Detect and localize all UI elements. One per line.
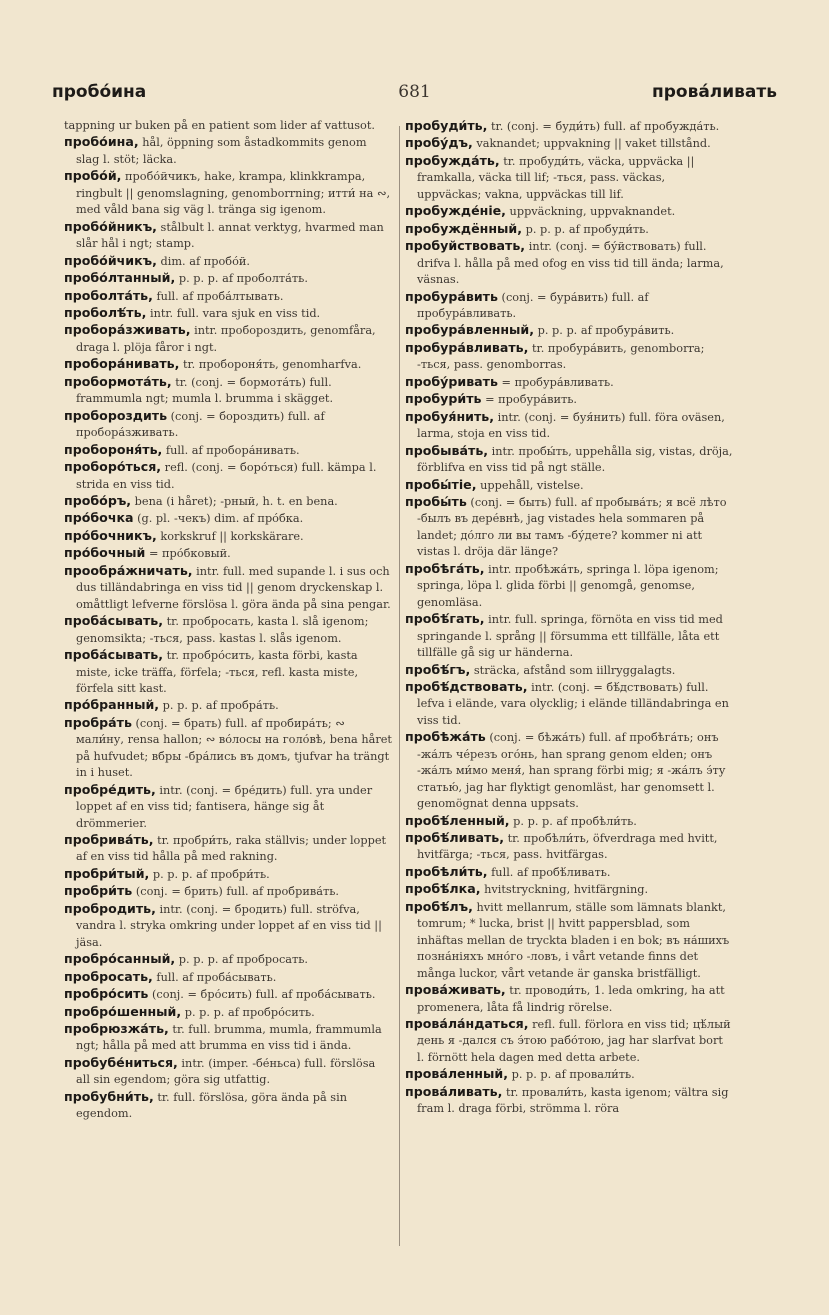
entry-definition: (conj. = бро́сить) full. af проба́сывать. (148, 988, 376, 1002)
entry-definition: hål, öppning som åstadkommits genom slag l. stöt; läcka. (76, 136, 367, 166)
dictionary-entry (64, 528, 392, 545)
dictionary-entry (405, 494, 733, 561)
entry-headword: пробура́вливать, (405, 339, 529, 355)
entry-definition: (conj. = бура́вить) full. af пробура́вливать. (417, 290, 649, 320)
right-column (405, 118, 733, 1118)
dictionary-entry (405, 561, 733, 611)
entry-headword: проболѣ́ть, (64, 304, 147, 320)
entry-definition: intr. (conj. = бродить) full. ströfva, vandra l. stryka omkring under loppet af en viss tid || jäsa. (76, 902, 382, 949)
entry-headword: пробрюзжа́ть, (64, 1021, 169, 1037)
entry-definition: (conj. = брить) full. af пробрива́ть. (132, 885, 339, 899)
dictionary-entry (64, 322, 392, 356)
entry-definition: tr. full. förslösa, göra ända på sin egendom. (76, 1090, 347, 1121)
dictionary-entry (64, 1055, 392, 1089)
entry-headword: пробыва́ть, (405, 442, 489, 458)
entry-headword: пробѣ́ленный, (405, 812, 510, 828)
entry-definition: intr. full. vara sjuk en viss tid. (146, 306, 321, 320)
entry-definition: intr. (conj. = бу́йствовать) full. drifva l. hålla på med ofog en viss tid till ända; larma, väsnas. (417, 240, 724, 287)
dictionary-entry (64, 986, 392, 1003)
entry-definition: full. af пробора́нивать. (162, 443, 300, 457)
entry-definition: bena (i håret); -рный, h. t. en bena. (131, 494, 338, 508)
dictionary-entry (64, 1021, 392, 1055)
entry-headword: прова́живать, (405, 982, 506, 998)
entry-headword: пробѣжа́ть (405, 729, 486, 745)
dictionary-entry (64, 883, 392, 900)
entry-headword: пробуждённый, (405, 220, 523, 236)
entry-definition: tr. пробри́ть, raka ställvis; under loppet af en viss tid hålla på med rakning. (76, 834, 387, 864)
entry-headword: про́бранный, (64, 697, 160, 713)
dictionary-entry (405, 289, 733, 323)
entry-definition: p. p. p. af пробро́сить. (181, 1005, 315, 1019)
dictionary-entry (405, 409, 733, 443)
entry-definition: = пробура́вить. (481, 393, 577, 407)
dictionary-entry (64, 168, 392, 218)
dictionary-entry (405, 729, 733, 812)
dictionary-entry (405, 221, 733, 238)
entry-headword: проба́сывать, (64, 647, 164, 663)
dictionary-entry (405, 679, 733, 729)
entry-headword: пробура́вленный, (405, 322, 535, 338)
column-divider (399, 126, 400, 1246)
entry-definition: tappning ur buken på en patient som lider af vattusot. (64, 119, 375, 132)
entry-definition: intr. (imper. -бе́ньса) full. förslösa all sin egendom; göra sig utfattig. (76, 1056, 376, 1087)
entry-headword: пробора́зживать, (64, 322, 191, 338)
dictionary-entry (64, 459, 392, 493)
entry-headword: пробуя́нить, (405, 408, 495, 424)
entry-headword: прова́ла́ндаться, (405, 1016, 529, 1032)
entry-headword: проборо́ться, (64, 459, 162, 475)
entry-definition: p. p. p. af пробуди́ть. (522, 222, 649, 236)
entry-definition: = про́бковый. (145, 547, 231, 561)
entry-headword: пробуди́ть, (405, 118, 488, 133)
dictionary-entry (405, 153, 733, 203)
entry-definition: tr. (conj. = буди́ть) full. af пробужда́ть. (487, 120, 720, 133)
entry-headword: пробѣга́ть, (405, 560, 485, 576)
dictionary-entry (405, 374, 733, 391)
entry-definition: tr. пробросать, kasta l. slå igenom; genomsikta; -ться, pass. kastas l. slås igenom. (76, 615, 369, 645)
entry-definition: stålbult l. annat verktyg, hvarmed man slår hål i ngt; stamp. (76, 220, 384, 251)
dictionary-entry (64, 969, 392, 986)
entry-headword: пробури́ть (405, 391, 482, 407)
dictionary-entry (405, 611, 733, 661)
dictionary-entry (405, 881, 733, 898)
entry-headword: пробормота́ть, (64, 373, 172, 389)
entry-definition: intr. пробороздить, genomfåra, draga l. plöja fåror i ngt. (76, 324, 376, 354)
dictionary-entry (405, 203, 733, 220)
entry-headword: пробри́тый, (64, 865, 150, 881)
entry-definition: (g. pl. -чекъ) dim. af про́бка. (133, 512, 304, 526)
entry-headword: прова́ливать, (405, 1083, 503, 1099)
entry-definition: intr. (conj. = бре́дить) full. yra under loppet af en viss tid; fantisera, hänge sig åt drömmerier. (76, 783, 373, 830)
entry-headword: пробѣ́ливать, (405, 830, 504, 846)
entry-definition: uppehåll, vistelse. (476, 478, 584, 492)
entry-headword: пробо́й, (64, 168, 122, 184)
dictionary-entry (64, 697, 392, 714)
entry-headword: пробо́лтанный, (64, 270, 176, 286)
entry-definition: p. p. p. af проболта́ть. (175, 272, 308, 286)
entry-definition: (conj. = брать) full. af пробира́ть; ∾ мали́ну, rensa hallon; ∾ во́лосы на голо́вѣ, bena håret på hufvudet; вбры -бра́лись въ домъ, tjufvar ha trängt in i huset. (76, 716, 392, 780)
page-number: 681 (398, 82, 431, 102)
entry-headword: пробы́ть (405, 493, 467, 509)
dictionary-entry (64, 219, 392, 253)
entry-definition: tr. провали́ть, kasta igenom; vältra sig fram l. draga förbi, strömma l. röra (417, 1085, 729, 1116)
entry-definition: dim. af пробо́й. (156, 254, 251, 268)
entry-headword: прова́ленный, (405, 1066, 509, 1082)
dictionary-entry (405, 477, 733, 494)
entry-definition: tr. пробуди́ть, väcka, uppväcka || framkalla, väcka till lif; -ться, pass. väckas, uppväckas; vakna, uppväckas till lif. (417, 154, 695, 201)
entry-definition: intr. full. med supande l. i sus och dus tilländabringa en viss tid || genom dryckenskap l. omåttligt lefverne förslösa l. göra ända på sina pengar. (76, 564, 391, 611)
entry-headword: пробре́дить, (64, 781, 156, 797)
entry-definition: p. p. p. af пробросать. (175, 953, 308, 967)
dictionary-entry (64, 118, 392, 134)
dictionary-entry (64, 563, 392, 613)
dictionary-entry (405, 391, 733, 408)
entry-headword: пробу́дъ, (405, 135, 473, 151)
header-left-guideword: пробо́ина (52, 82, 147, 102)
entry-headword: пробродить, (64, 900, 156, 916)
entry-headword: пробро́сить (64, 986, 149, 1002)
dictionary-entry (64, 832, 392, 866)
entry-definition: (conj. = быть) full. af пробыва́ть; я всё лѣто -былъ въ дере́внѣ, jag vistades hela sommaren på landet; до́лго ли вы тамъ -бу́дете? kommer ni att vistas l. dröja där länge? (417, 495, 727, 559)
entry-definition: p. p. p. af пробура́вить. (534, 324, 675, 338)
entry-headword: пробужда́ть, (405, 152, 500, 168)
entry-headword: пробо́йчикъ, (64, 252, 157, 268)
entry-definition: uppväckning, uppvaknandet. (505, 205, 676, 219)
dictionary-entry (405, 1016, 733, 1066)
dictionary-entry (64, 288, 392, 305)
entry-definition: tr. пробѣли́ть, öfverdraga med hvitt, hvitfärga; -ться, pass. hvitfärgas. (417, 832, 718, 862)
entry-headword: пробѣ́гать, (405, 611, 485, 627)
entry-definition: tr. проводи́ть, 1. leda omkring, ha att promenera, låta få lindrig rörelse. (417, 984, 725, 1014)
dictionary-entry (64, 1004, 392, 1021)
dictionary-entry (405, 1066, 733, 1083)
entry-definition: hvitstryckning, hvitfärgning. (480, 883, 649, 897)
dictionary-entry (405, 322, 733, 339)
dictionary-entry (64, 305, 392, 322)
dictionary-entry (64, 253, 392, 270)
dictionary-entry (405, 340, 733, 374)
entry-headword: пробѣ́дствовать, (405, 678, 528, 694)
entry-headword: про́бочный (64, 545, 146, 561)
entry-headword: пробура́вить (405, 288, 498, 304)
entry-headword: пробо́йникъ, (64, 218, 157, 234)
entry-headword: проба́сывать, (64, 613, 164, 629)
dictionary-entry (405, 813, 733, 830)
entry-definition: p. p. p. af пробѣли́ть. (509, 814, 637, 828)
dictionary-entry (405, 238, 733, 288)
entry-definition: p. p. p. af пробра́ть. (159, 699, 279, 713)
dictionary-entry (64, 715, 392, 782)
dictionary-entry (405, 1084, 733, 1118)
dictionary-entry (64, 356, 392, 373)
page-header (52, 82, 777, 112)
dictionary-entry (405, 118, 733, 135)
dictionary-entry (64, 613, 392, 647)
entry-definition: intr. пробѣжа́ть, springa l. löpa igenom; springa, löpa l. glida förbi || genomgå, genomse, genomläsa. (417, 562, 719, 609)
dictionary-entry (405, 830, 733, 864)
entry-definition: full. af пробѣ́ливать. (487, 865, 611, 879)
entry-headword: про́бочникъ, (64, 527, 157, 543)
dictionary-entry (64, 545, 392, 562)
dictionary-entry (405, 864, 733, 881)
entry-headword: пробуйствовать, (405, 238, 526, 254)
dictionary-entry (64, 270, 392, 287)
entry-definition: = пробура́вливать. (497, 375, 614, 389)
dictionary-entry (64, 901, 392, 951)
entry-definition: tr. пробро́сить, kasta förbi, kasta miste, icke träffa, förfela; -ться, refl. kasta miste, förfela sitt kast. (76, 649, 359, 695)
entry-definition: intr. (conj. = бѣ́дствовать) full. lefva i elände, vara olycklig; i elände tilländabringa en viss tid. (417, 680, 729, 727)
entry-definition: (conj. = бороздить) full. af пробора́зживать. (76, 409, 325, 440)
entry-headword: пробросать, (64, 968, 153, 984)
entry-definition: tr. пробороня́ть, genomharfva. (179, 358, 362, 372)
columns (64, 118, 764, 1218)
dictionary-entry (405, 135, 733, 152)
entry-definition: tr. пробура́вить, genomborra; -ться, pass. genomborras. (417, 341, 705, 372)
entry-definition: пробо́йчикъ, hake, krampa, klinkkrampa, ringbult || genomslagning, genomborrning; итти́ на ∾, med våld bana sig väg l. tränga sig igenom. (76, 170, 391, 217)
entry-headword: пробубни́ть, (64, 1088, 154, 1104)
dictionary-entry (405, 662, 733, 679)
entry-headword: пробѣ́лка, (405, 881, 481, 897)
entry-headword: пробужде́ніе, (405, 203, 506, 219)
entry-definition: intr. пробы́ть, uppehålla sig, vistas, dröja, förblifva en viss tid på ngt ställe. (417, 444, 733, 475)
dictionary-entry (64, 647, 392, 697)
entry-definition: hvitt mellanrum, ställe som lämnats blankt, tomrum; * lucka, brist || hvitt pappersblad, som inhäftas mellan de tryckta bladen i en bok; въ на́шихъ позна́ніяхъ мно́го -ловъ, i vårt vetande finns det många luckor, vårt vetande är ganska bristfälligt. (417, 900, 730, 980)
entry-definition: p. p. p. af пробри́ть. (149, 867, 270, 881)
entry-headword: пробора́нивать, (64, 356, 180, 372)
entry-definition: full. af проба́сывать. (152, 970, 277, 984)
dictionary-entry (64, 374, 392, 408)
entry-definition: intr. (conj. = буя́нить) full. föra oväsen, larma, stoja en viss tid. (417, 410, 725, 441)
entry-headword: пробра́ть (64, 714, 132, 730)
entry-headword: пробѣ́гъ, (405, 661, 471, 677)
dictionary-entry (64, 493, 392, 510)
dictionary-entry (405, 982, 733, 1016)
header-right-guideword: прова́ливать (651, 82, 777, 102)
entry-headword: про́бочка (64, 510, 134, 526)
dictionary-entry (64, 442, 392, 459)
entry-definition: korkskruf || korkskärare. (156, 529, 304, 543)
entry-definition: full. af проба́лтывать. (152, 289, 284, 303)
entry-headword: пробу́ривать (405, 373, 498, 389)
entry-headword: пробри́ть (64, 883, 133, 899)
entry-definition: refl. (conj. = боро́ться) full. kämpa l. strida en viss tid. (76, 461, 377, 491)
dictionary-entry (64, 510, 392, 527)
entry-headword: пробро́шенный, (64, 1003, 182, 1019)
dictionary-entry (64, 782, 392, 832)
entry-headword: пробы́тіе, (405, 476, 477, 492)
entry-headword: прообра́жничать, (64, 562, 193, 578)
entry-definition: intr. full. springa, förnöta en viss tid med springande l. språng || försumma ett tillfälle, låta ett tillfälle gå sig ur händerna. (417, 613, 723, 660)
entry-definition: tr. full. brumma, mumla, frammumla ngt; hålla på med att brumma en viss tid i ända. (76, 1023, 382, 1053)
entry-headword: пробубе́ниться, (64, 1054, 178, 1070)
entry-definition: refl. full. förlora en viss tid; цѣ́лый день я -дался съ э́тою рабо́тою, jag har slarfvat bort l. förnött hela dagen med detta arbete. (417, 1018, 731, 1064)
entry-definition: vaknandet; uppvakning || vaket tillstånd. (472, 137, 711, 151)
dictionary-entry (405, 443, 733, 477)
dictionary-entry (64, 1089, 392, 1123)
entry-headword: пробо́ина, (64, 134, 139, 150)
entry-definition: p. p. p. af провали́ть. (508, 1068, 635, 1082)
entry-headword: пробѣли́ть, (405, 863, 488, 879)
dictionary-entry (64, 408, 392, 442)
dictionary-entry (64, 134, 392, 168)
entry-headword: пробороздить (64, 407, 168, 423)
entry-headword: пробрива́ть, (64, 832, 154, 848)
dictionary-entry (64, 951, 392, 968)
entry-headword: проболта́ть, (64, 287, 153, 303)
dictionary-entry (405, 899, 733, 982)
entry-definition: (conj. = бѣжа́ть) full. af пробѣга́ть; онъ -жа́лъ че́резъ ого́нь, han sprang genom elden; онъ -жа́лъ ми́мо меня́, han sprang förbi mig; я -жа́лъ э́ту статью́, jag har flyktigt genomläst, har genomsett l. genomögnat denna uppsats. (417, 731, 726, 811)
entry-headword: пробо́ръ, (64, 492, 132, 508)
left-column (64, 118, 392, 1123)
entry-headword: пробороня́ть, (64, 441, 163, 457)
entry-headword: пробѣ́лъ, (405, 898, 473, 914)
entry-definition: tr. (conj. = бормота́ть) full. frammumla ngt; mumla l. brumma i skägget. (76, 375, 334, 406)
dictionary-entry (64, 866, 392, 883)
entry-headword: пробро́санный, (64, 951, 176, 967)
entry-definition: sträcka, afstånd som iillryggalagts. (470, 663, 676, 677)
